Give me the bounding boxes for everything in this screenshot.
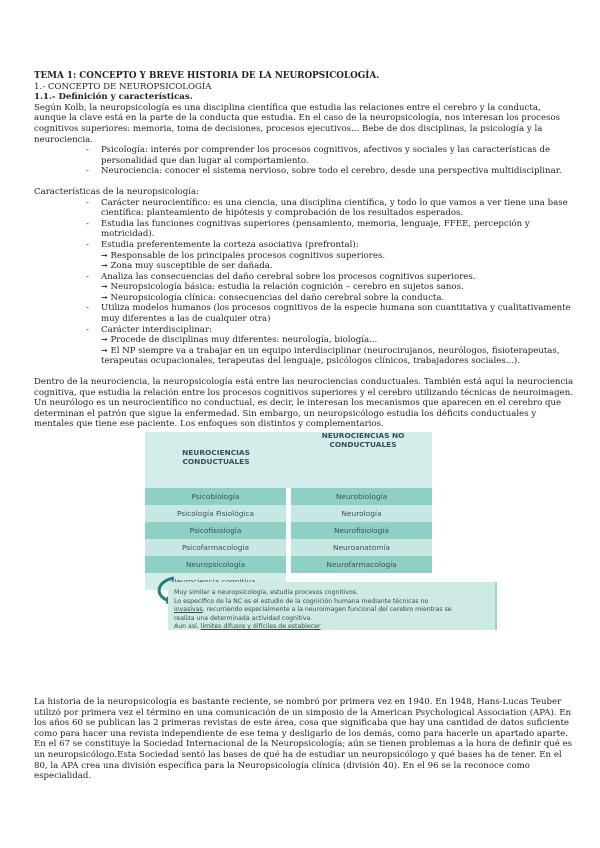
neuroscience-paragraph: Dentro de la neurociencia, la neuropsicología está entre las neurociencias conductuales. También está aquí la neurociencia cognitiva, que estudia la relación entre los procesos cognitivos superiores y el cerebro utilizando técnicas de neuroimagen. Un neurólogo es un neurocientífico no conductual, es decir, le interesan los mecanismos que aparecen en el cerebro que determinan el patrón que sigue la enfermedad. Sin embargo, un neuropsicólogo estudia los déficits conductuales y mentales que tiene ese paciente. Los enfoques son distintos y complementarios. <box>34 377 574 430</box>
list-item: - Psicología: interés por comprender los procesos cognitivos, afectivos y sociales y las características de personalidad que dan lugar al comportamiento. <box>92 145 574 166</box>
list-item: - Analiza las consecuencias del daño cerebral sobre los procesos cognitivos superiores. ➞ Neuropsicología básica: estudia la relación cognición – cerebro en sujetos sanos. ➞ Neuropsicología clínica: consecuencias del daño cerebral sobre la conducta. <box>92 272 574 304</box>
callout-line: Lo específico de la NC es el estudio de la cognición humana mediante técnicas no <box>174 597 429 605</box>
table-row <box>145 488 432 505</box>
list-item: - Estudia preferentemente la corteza asociativa (prefrontal): ➞ Responsable de los principales procesos cognitivos superiores. ➞ Zona muy susceptible de ser dañada. <box>92 240 574 272</box>
table-cell: Psicología Fisiológica <box>145 505 286 522</box>
intro-list <box>34 145 574 177</box>
table-cell: Psicofarmacología <box>145 539 286 556</box>
features-heading: Características de la neuropsicología: <box>34 186 200 197</box>
table-cell: Psicofisiología <box>145 522 286 539</box>
subsection-heading: 1.1.- Definición y características. <box>34 92 193 103</box>
callout-line: Muy similar a neuropsicología, estudia procesos cognitivos. <box>174 589 358 596</box>
callout-line: invasivas, recurriendo especialmente a la neuroimagen funcional del cerebro mientras se <box>174 606 452 614</box>
neuroscience-table <box>145 432 432 577</box>
arrow-icon: ➞ <box>101 292 108 302</box>
table-row <box>145 505 432 522</box>
table-cell: Neurología <box>291 505 432 522</box>
table-row <box>145 539 432 556</box>
sub-item: ➞ Procede de disciplinas muy diferentes: neurología, biología... <box>101 335 378 346</box>
sub-item: ➞ Neuropsicología básica: estudia la relación cognición – cerebro en sujetos sanos. <box>101 282 464 293</box>
table-cell: Neurofarmacología <box>291 556 432 573</box>
table-cell: Neurobiología <box>291 488 432 505</box>
callout-line: Aun así, límites difusos y difíciles de establecer <box>174 623 321 631</box>
callout-box <box>168 582 497 630</box>
arrow-icon: ➞ <box>101 282 108 292</box>
header-non-behavioral: NEUROCIENCIAS NO CONDUCTUALES <box>321 431 405 449</box>
sub-item: ➞ Zona muy susceptible de ser dañada. <box>101 261 273 272</box>
history-section <box>34 697 574 782</box>
document-body <box>34 71 574 430</box>
table-row <box>145 522 432 539</box>
table-row <box>145 556 432 573</box>
list-item: - Estudia las funciones cognitivas superiores (pensamiento, memoria, lenguaje, FFEE, percepción y motricidad). <box>92 219 574 240</box>
table-cell: Neurofisiología <box>291 522 432 539</box>
history-paragraph: La historia de la neuropsicología es bastante reciente, se nombró por primera vez en 1940. En 1948, Hans-Lucas Teuber utilizó por primera vez el término en una comunicación de un simposio de la American Psychological Association (APA). En los años 60 se publican las 2 primeras revistas de este área, cosa que significaba que hay una cantidad de datos suficiente como para hacer una revista independiente de ese tema y desligarlo de los demás, como para hacerle un apartado aparte. En el 67 se constituye la Sociedad Internacional de la Neuropsicología; aún se tienen problemas a la hora de definir qué es un neuropsicólogo.Esta Sociedad sentó las bases de qué ha de estudiar un neuropsicólogo y qué bases ha de tener. En el 80, la APA crea una división específica para la Neuropsicología clínica (división 40). En el 96 se la reconoce como especialidad. <box>34 697 573 782</box>
section-heading: 1.- CONCEPTO DE NEUROPSICOLOGÍA <box>34 81 212 92</box>
table-cell: Neuroanatomía <box>291 539 432 556</box>
table-cell: Psicobiología <box>145 488 286 505</box>
sub-item: ➞ Responsable de los principales procesos cognitivos superiores. <box>101 250 386 261</box>
arrow-icon: ➞ <box>101 335 108 345</box>
list-item: - Carácter interdisciplinar: ➞ Procede de disciplinas muy diferentes: neurología, biología... ➞ El NP siempre va a trabajar en un equipo interdisciplinar (neurocirujanos, neurólogos, fisioterapeutas, terapeutas ocupacionales, terapeutas del lenguaje, psicólogos clínicos, trabajadores sociales...). <box>92 325 574 367</box>
sub-item: ➞ El NP siempre va a trabajar en un equipo interdisciplinar (neurocirujanos, neurólogos, fisioterapeutas, terapeutas ocupacionales, terapeutas del lenguaje, psicólogos clínicos, trabajadores sociales...). <box>101 345 560 367</box>
list-item: - Neurociencia: conocer el sistema nervioso, sobre todo el cerebro, desde una perspectiva multidisciplinar. <box>92 166 574 177</box>
header-behavioral: NEUROCIENCIAS CONDUCTUALES <box>182 448 250 466</box>
arrow-icon: ➞ <box>101 261 108 271</box>
list-item: - Utiliza modelos humanos (los procesos cognitivos de la especie humana son cuantitativa y cualitativamente muy diferentes a las de cualquier otra) <box>92 303 574 324</box>
table-cell: Neuropsicología <box>145 556 286 573</box>
intro-paragraph: Según Kolb, la neuropsicología es una disciplina científica que estudia las relaciones entre el cerebro y la conducta, aunque la clave está en la parte de la conducta que estudia. En el caso de la neuropsicología, nos interesan los procesos cognitivos superiores: memoria, toma de decisiones, procesos ejecutivos... Bebe de dos disciplinas, la psicología y la neurociencia. <box>34 102 561 145</box>
callout-line: realiza una determinada actividad cognitiva. <box>174 614 313 622</box>
arrow-icon: ➞ <box>101 250 108 260</box>
table-header <box>145 432 432 488</box>
list-item: - Carácter neurocientífico: es una ciencia, una disciplina científica, y todo lo que vamos a ver tiene una base científica: planteamiento de hipótesis y comprobación de los resultados esperados. <box>92 198 574 219</box>
page-title: TEMA 1: CONCEPTO Y BREVE HISTORIA DE LA NEUROPSICOLOGÍA. <box>34 71 380 81</box>
sub-item: ➞ Neuropsicología clínica: consecuencias del daño cerebral sobre la conducta. <box>101 292 445 303</box>
features-list <box>34 198 574 368</box>
arrow-icon: ➞ <box>101 345 108 355</box>
